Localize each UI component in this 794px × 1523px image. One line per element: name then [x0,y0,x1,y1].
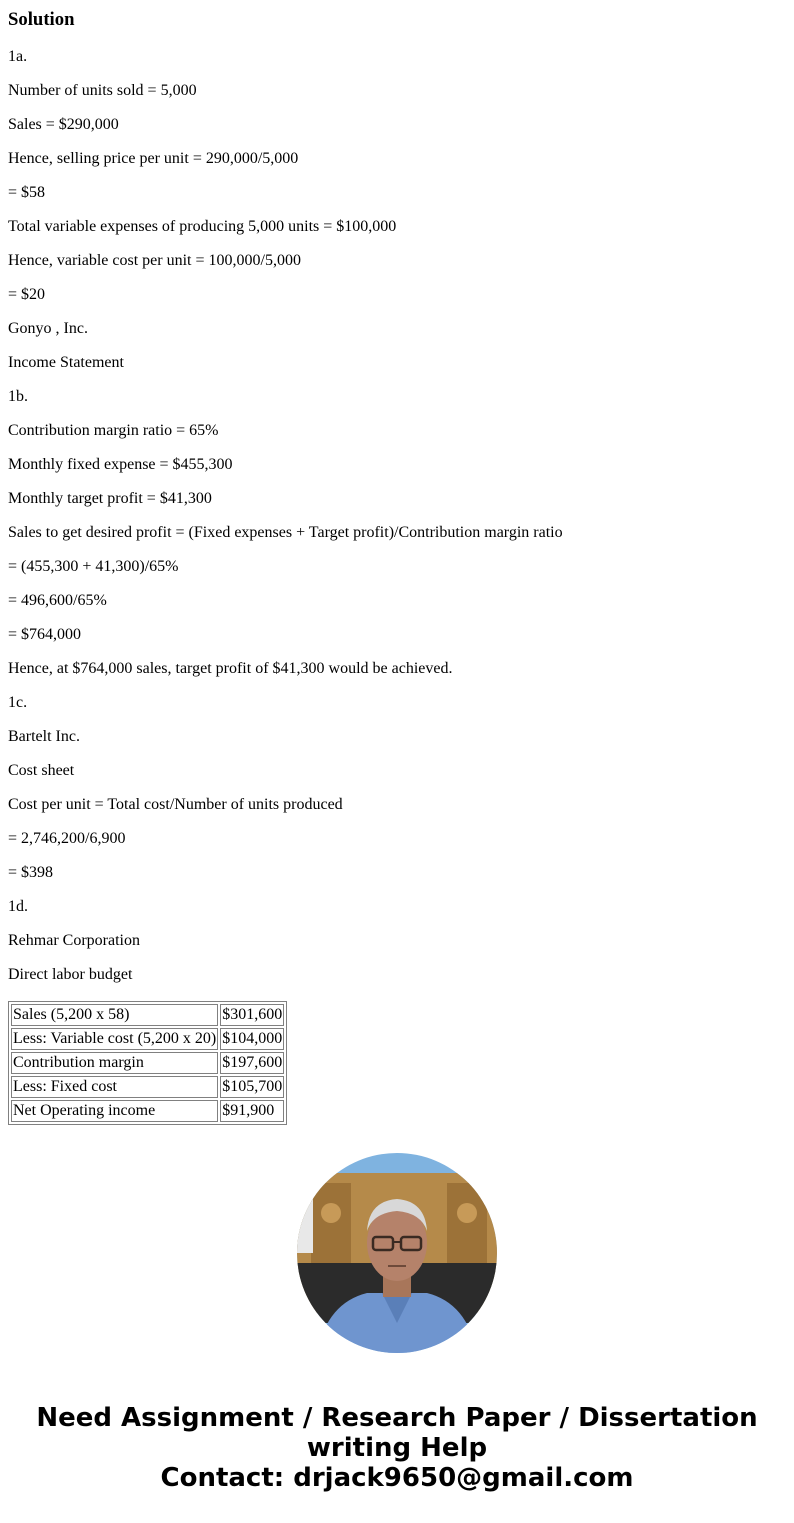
table-cell-label: Less: Fixed cost [11,1076,218,1098]
text-line: = 496,600/65% [8,592,107,609]
text-line: = 2,746,200/6,900 [8,830,126,847]
text-line: Income Statement [8,354,124,371]
table-cell-value: $197,600 [220,1052,284,1074]
table-cell-label: Contribution margin [11,1052,218,1074]
author-portrait-icon [297,1153,497,1353]
text-line: Direct labor budget [8,966,133,983]
income-statement-table [8,1001,287,1125]
promo-contact: Contact: drjack9650@gmail.com [160,1463,634,1493]
text-line: 1d. [8,898,28,915]
text-line: Cost per unit = Total cost/Number of units produced [8,796,343,813]
author-avatar [297,1153,497,1353]
table-row [11,1004,284,1026]
text-line: Hence, selling price per unit = 290,000/5,000 [8,150,299,167]
promo-banner [0,1403,794,1493]
text-line: Hence, variable cost per unit = 100,000/5,000 [8,252,301,269]
solution-body [8,48,563,1000]
table-row [11,1100,284,1122]
table-cell-label: Sales (5,200 x 58) [11,1004,218,1026]
table-row [11,1028,284,1050]
text-line: Cost sheet [8,762,75,779]
table-cell-value: $105,700 [220,1076,284,1098]
table-cell-value: $91,900 [220,1100,284,1122]
text-line: 1c. [8,694,28,711]
table-cell-label: Less: Variable cost (5,200 x 20) [11,1028,218,1050]
text-line: = $398 [8,864,54,881]
text-line: 1a. [8,48,28,65]
text-line: Gonyo , Inc. [8,320,88,337]
table-cell-value: $301,600 [220,1004,284,1026]
text-line: 1b. [8,388,28,405]
promo-line: writing Help [306,1433,488,1463]
table-row [11,1076,284,1098]
text-line: Hence, at $764,000 sales, target profit of $41,300 would be achieved. [8,660,453,677]
text-line: Rehmar Corporation [8,932,140,949]
text-line: Sales to get desired profit = (Fixed expenses + Target profit)/Contribution margin ratio [8,524,563,541]
table-cell-label: Net Operating income [11,1100,218,1122]
text-line: Contribution margin ratio = 65% [8,422,219,439]
text-line: = (455,300 + 41,300)/65% [8,558,179,575]
promo-line: Need Assignment / Research Paper / Dissertation [36,1403,758,1433]
text-line: = $20 [8,286,46,303]
text-line: Sales = $290,000 [8,116,119,133]
text-line: Number of units sold = 5,000 [8,82,197,99]
text-line: = $764,000 [8,626,82,643]
text-line: Monthly target profit = $41,300 [8,490,212,507]
table-cell-value: $104,000 [220,1028,284,1050]
text-line: Bartelt Inc. [8,728,80,745]
text-line: Monthly fixed expense = $455,300 [8,456,233,473]
text-line: Total variable expenses of producing 5,000 units = $100,000 [8,218,397,235]
table-row [11,1052,284,1074]
page-title: Solution [8,9,75,30]
text-line: = $58 [8,184,46,201]
